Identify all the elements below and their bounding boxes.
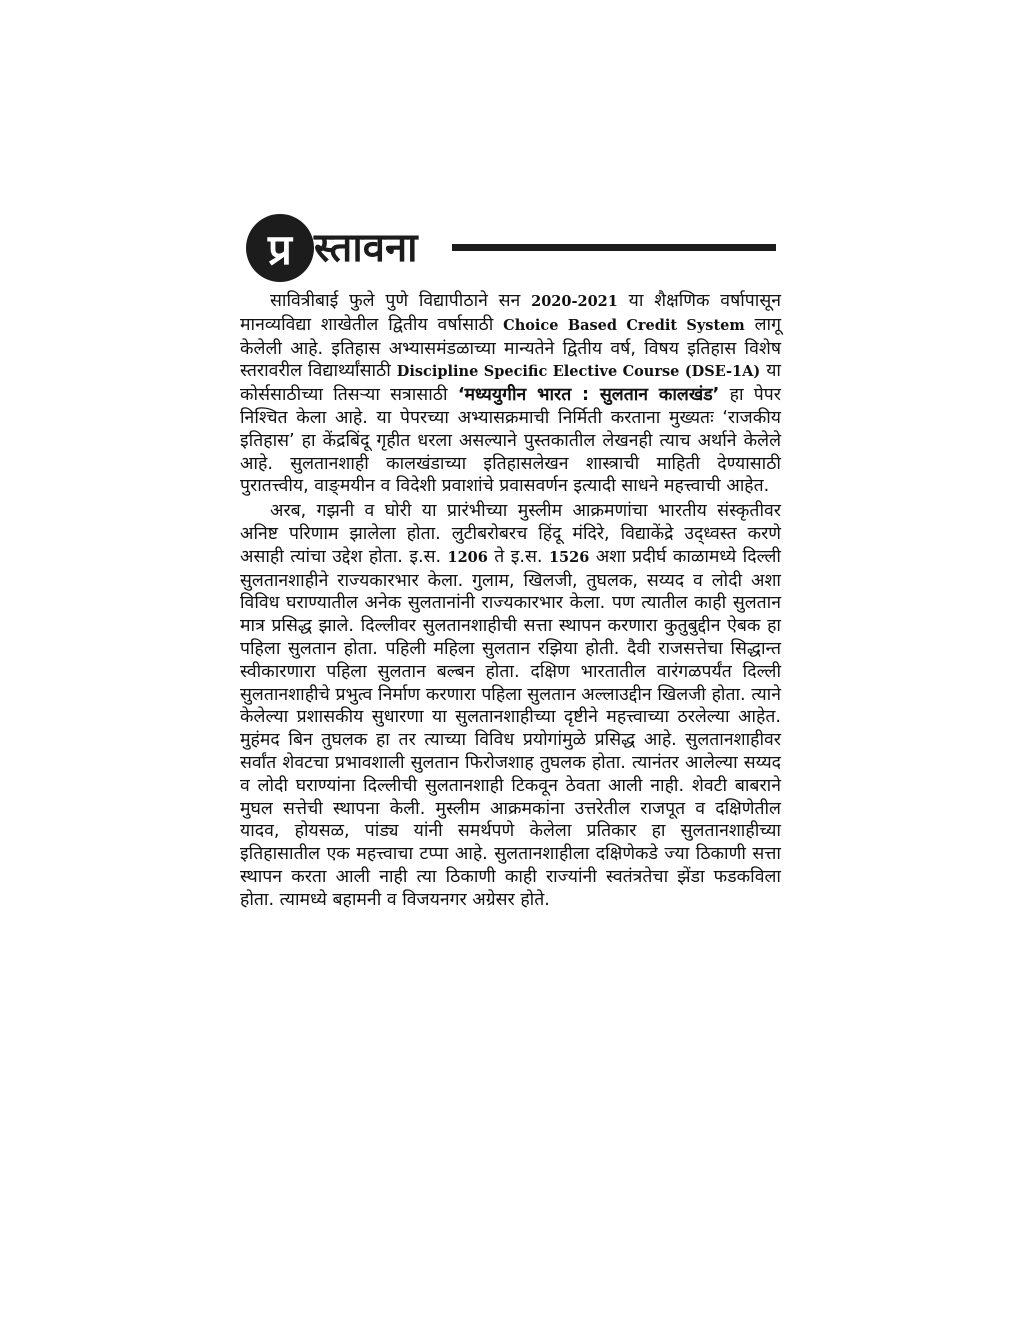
paragraph-1-text-a: सावित्रीबाई फुले पुणे विद्यापीठाने सन — [270, 291, 532, 311]
paragraph-2-text-a: अरब, गझनी व घोरी या प्रारंभीच्या मुस्लीम आक्रमणांचा भारतीय संस्कृतीवर अनिष्ट परिणाम झालेला होता. लुटीबरोबरच हिंदू मंदिरे, विद्याकेंद्रे उद्ध्वस्त करणे असाही त्यांचा उद्देश होता. इ.स. — [240, 501, 781, 567]
paragraph-1-text-c: लागू केलेली आहे. इतिहास अभ्यासमंडळाच्या मान्यतेने द्वितीय वर्ष, विषय इतिहास विशेष स्तरावरील विद्यार्थ्यांसाठी — [240, 314, 781, 382]
paragraph-2-text-b: ते इ.स. — [487, 546, 549, 567]
paragraph-1-text-e: हा पेपर निश्चित केला आहे. या पेपरच्या अभ्यासक्रमाची निर्मिती करताना मुख्यतः ‘राजकीय इतिहास’ हा केंद्रबिंदू गृहीत धरला असल्याने पुस्तकातील लेखनही त्याच अर्थाने केलेले आहे. सुलतानशाही कालखंडाच्या इतिहासलेखन शास्त्राची माहिती देण्यासाठी पुरातत्त्वीय, वाङ्‌मयीन व विदेशी प्रवाशांचे प्रवासवर्णन इत्यादी साधने महत्त्वाची आहेत. — [240, 385, 781, 497]
heading-initial: प्र — [268, 224, 292, 274]
heading-rule — [452, 244, 776, 251]
preface-body — [240, 290, 781, 912]
heading-text: स्तावना — [314, 225, 418, 271]
start-year: 1206 — [447, 548, 488, 566]
end-year: 1526 — [548, 548, 590, 566]
academic-year: 2020-2021 — [531, 293, 618, 310]
paragraph-1-text-b: या शैक्षणिक वर्षापासून मानव्यविद्या शाखेतील द्वितीय वर्षासाठी — [240, 291, 782, 335]
paragraph-2-text-c: अशा प्रदीर्घ काळामध्ये दिल्ली सुलतानशाहीने राज्यकारभार केला. गुलाम, खिलजी, तुघलक, सय्यद व लोदी अशा विविध घराण्यातील अनेक सुलतानांनी राज्यकारभार केला. पण त्यातील काही सुलतान मात्र प्रसिद्ध झाले. दिल्लीवर सुलतानशाहीची सत्ता स्थापन करणारा कुतुबुद्दीन ऐबक हा पहिला सुलतान होता. पहिली महिला सुलतान रझिया होती. दैवी राजसत्तेचा सिद्धान्त स्वीकारणारा पहिला सुलतान बल्बन होता. दक्षिण भारतातील वारंगळपर्यंत दिल्ली सुलतानशाहीचे प्रभुत्व निर्माण करणारा पहिला सुलतान अल्लाउद्दीन खिलजी होता. त्याने केलेल्या प्रशासकीय सुधारणा या सुलतानशाहीच्या दृष्टीने महत्त्वाच्या ठरलेल्या आहेत. मुहंमद बिन तुघलक हा तर त्याच्या विविध प्रयोगांमुळे प्रसिद्ध आहे. सुलतानशाहीवर सर्वांत शेवटचा प्रभावशाली सुलतान फिरोजशाह तुघलक होता. त्यानंतर आलेल्या सय्यद व लोदी घराण्यांना दिल्लीची सुलतानशाही टिकवून ठेवता आली नाही. शेवटी बाबराने मुघल सत्तेची स्थापना केली. मुस्लीम आक्रमकांना उत्तरेतील राजपूत व दक्षिणेतील यादव, होयसळ, पांड्य यांनी समर्थपणे केलेला प्रतिकार हा सुलतानशाहीच्या इतिहासातील एक महत्त्वाचा टप्पा आहे. सुलतानशाहीला दक्षिणेकडे ज्या ठिकाणी सत्ता स्थापन करता आली नाही त्या ठिकाणी काही राज्यांनी स्वतंत्रतेचा झेंडा फडकविला होता. त्यामध्ये बहामनी व विजयनगर अग्रेसर होते. — [240, 546, 781, 910]
section-heading — [246, 212, 776, 284]
paper-title: ‘मध्ययुगीन भारत : सुलतान कालखंड’ — [457, 385, 720, 406]
dse-course-name: Discipline Specific Elective Course (DSE-1A) — [396, 363, 761, 381]
paragraph-2 — [240, 500, 781, 911]
cbcs-term: Choice Based Credit System — [503, 316, 745, 334]
paragraph-1 — [240, 290, 781, 498]
heading-initial-badge — [246, 214, 314, 282]
paragraph-1-text-d: या कोर्ससाठीच्या तिसऱ्या सत्रासाठी — [240, 361, 781, 406]
